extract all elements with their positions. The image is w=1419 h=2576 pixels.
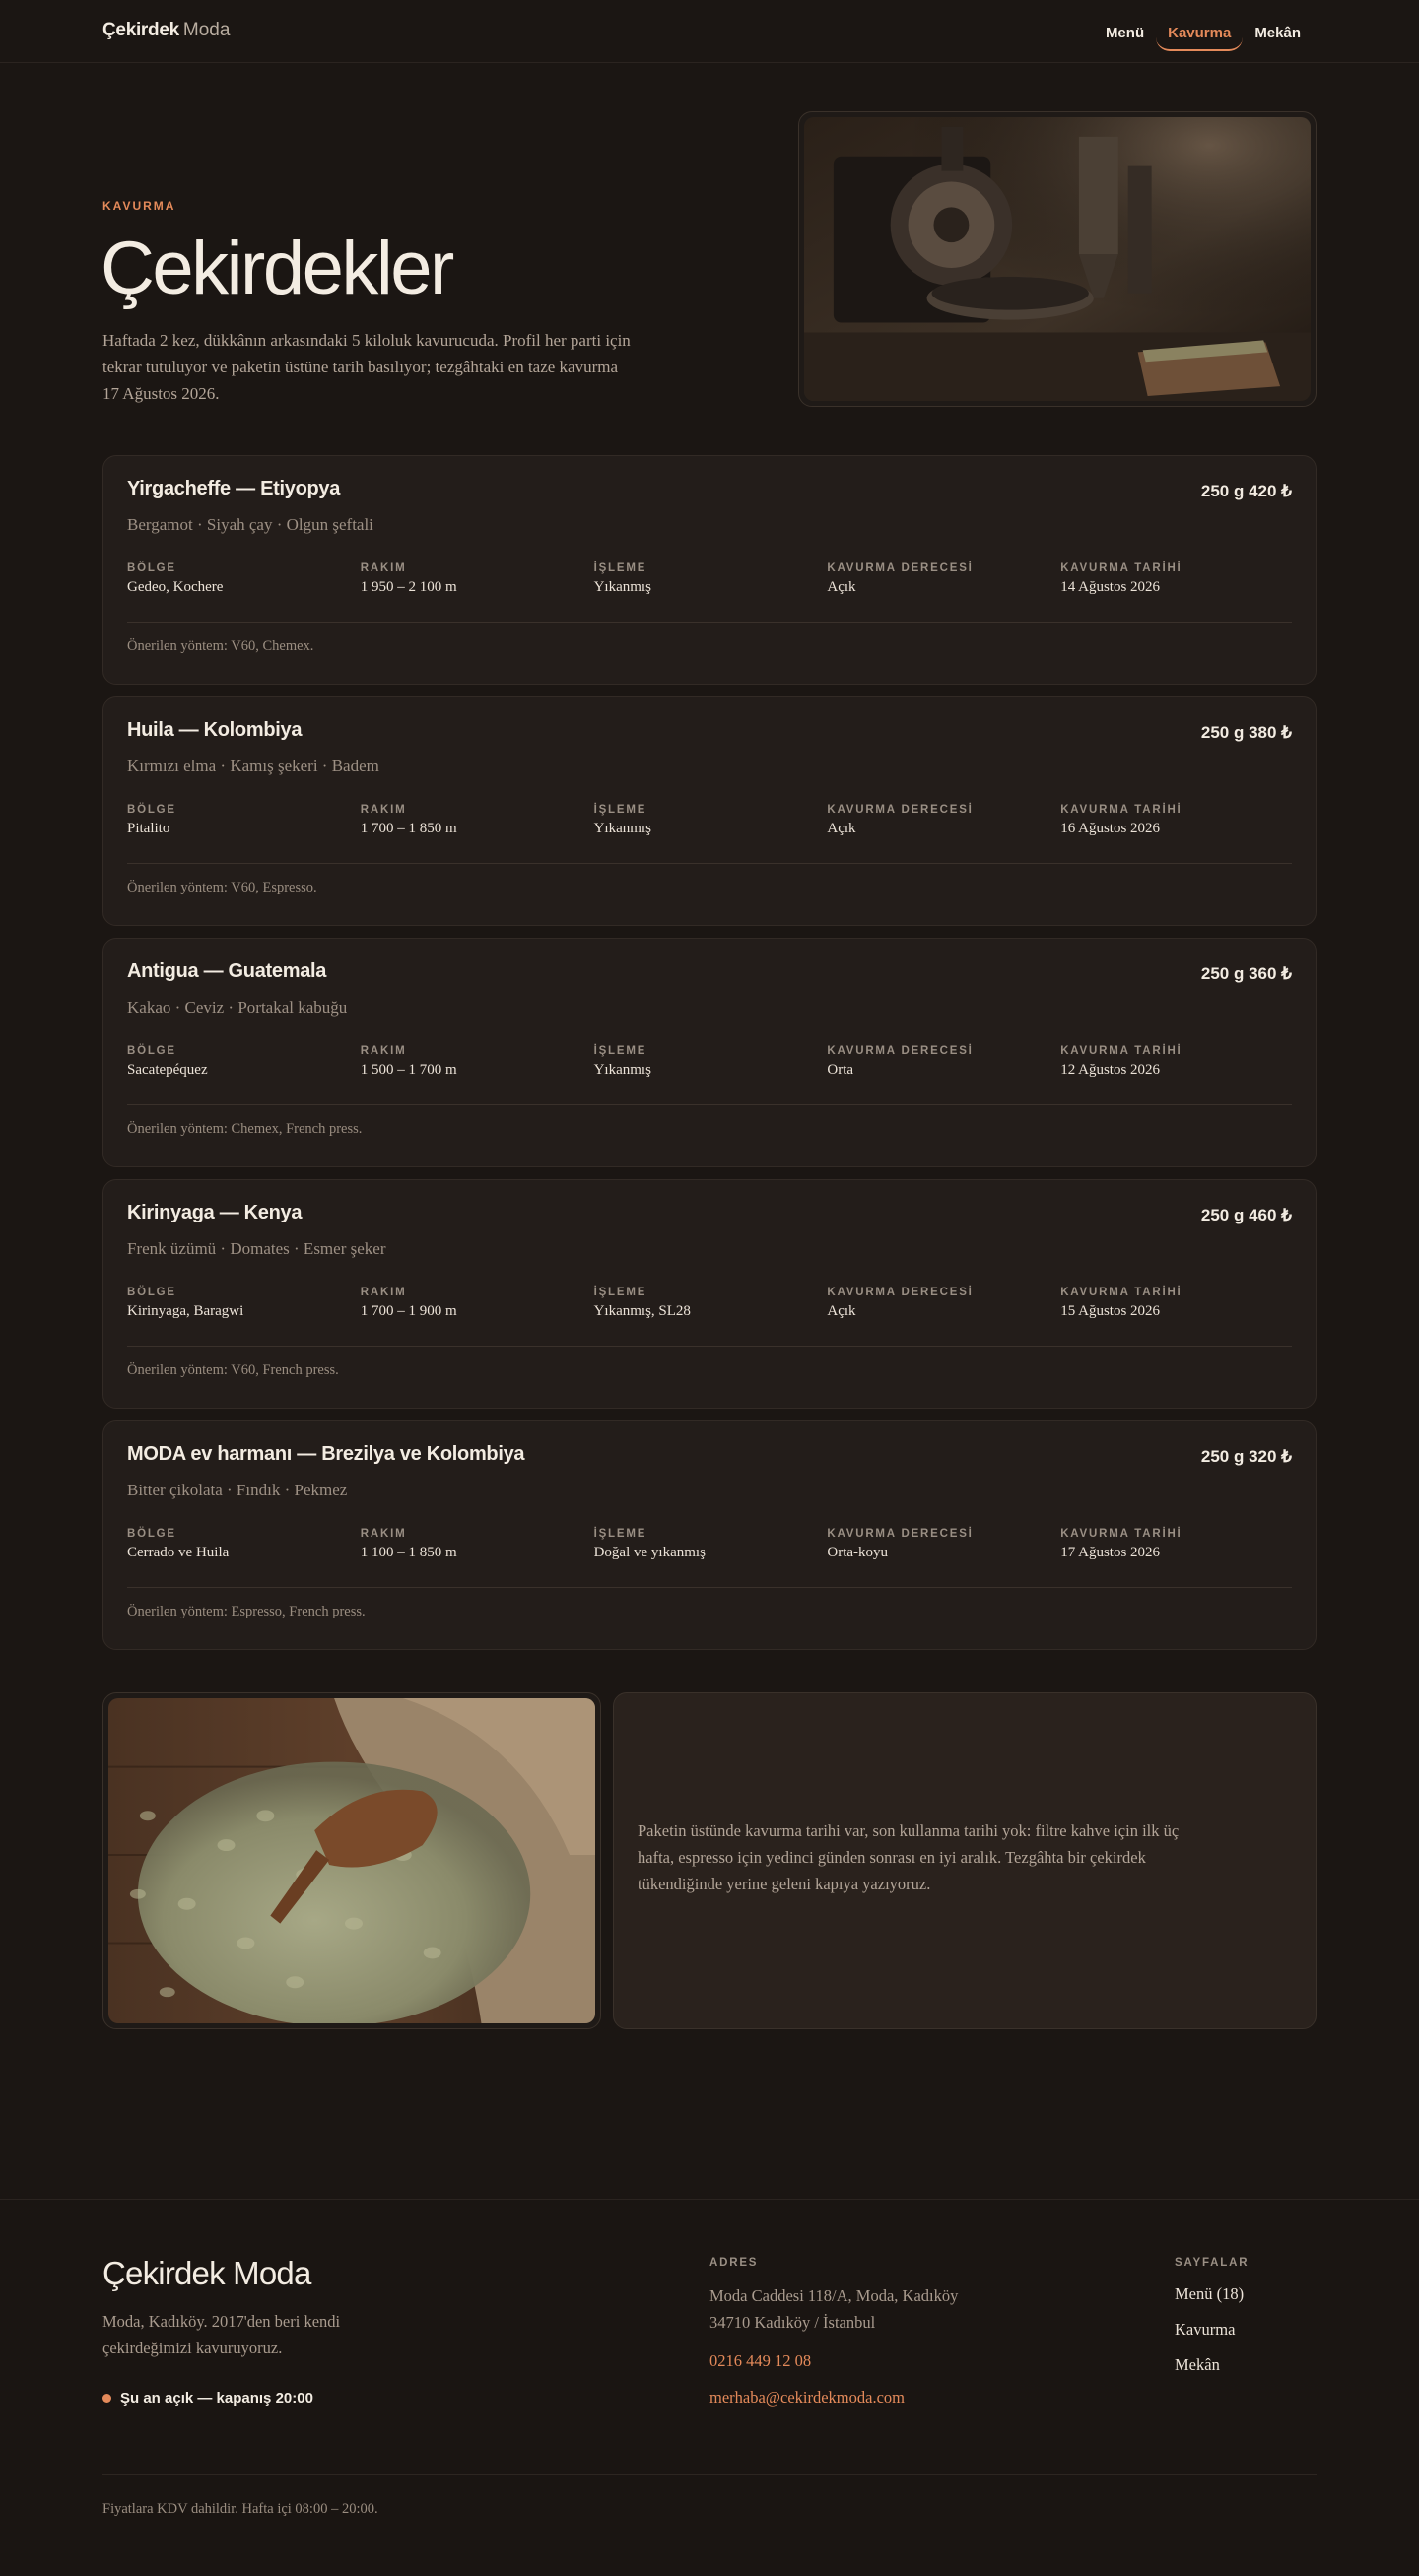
spec-label: BÖLGE [127,562,176,574]
spec-process [594,1528,828,1561]
freshness-text: Paketin üstünde kavurma tarihi var, son kullanma tarihi yok: filtre kahve için ilk üç hafta, espresso için yedinci günden sonrası en iyi aralık. Tezgâhta bir çekirdek tükendiğinde yerine geleni kapıya yazıyoruz. [638,1821,1180,1893]
spec-value: Kirinyaga, Baragwi [127,1303,244,1319]
nav-link-menu[interactable]: Menü [1105,25,1145,41]
divider [127,1104,1292,1105]
spec-value: 14 Ağustos 2026 [1060,579,1161,595]
tasting-notes: Kakao · Ceviz · Portakal kabuğu [127,998,348,1017]
spec-row [127,804,1294,837]
spec-row [127,1045,1294,1079]
freshness-note [613,1692,1317,2029]
spec-label: KAVURMA DERECESİ [827,1045,974,1057]
spec-label: İŞLEME [593,1045,647,1057]
spec-roast [827,1287,1060,1320]
spec-date [1060,1045,1294,1079]
bean-card [102,1179,1317,1409]
bean-card [102,455,1317,685]
brew-method: Önerilen yöntem: Chemex, French press. [127,1121,363,1137]
spec-altitude [361,804,594,837]
phone-link[interactable]: 0216 449 12 08 [710,2351,812,2370]
footer-link-menu[interactable]: Menü (18) [1175,2284,1245,2303]
address-line: 34710 Kadıköy / İstanbul [710,2313,876,2332]
top-nav [0,0,1419,63]
brew-method: Önerilen yöntem: V60, Chemex. [127,638,314,654]
footer-address [710,2257,958,2408]
divider [127,863,1292,864]
email-link[interactable]: merhaba@cekirdekmoda.com [710,2388,905,2407]
green-beans-image [108,1698,595,2023]
spec-label: KAVURMA DERECESİ [827,1287,974,1298]
spec-label: BÖLGE [127,1528,176,1540]
spec-label: İŞLEME [593,562,647,574]
tasting-notes: Bergamot · Siyah çay · Olgun şeftali [127,515,373,534]
pages-heading: SAYFALAR [1175,2257,1250,2269]
spec-label: RAKIM [360,1287,407,1298]
spec-label: BÖLGE [127,804,176,816]
bean-price: 250 g 460 ₺ [1200,1206,1292,1224]
spec-label: RAKIM [360,804,407,816]
footer-brand: Çekirdek Moda [102,2255,311,2291]
address-heading: ADRES [710,2257,759,2269]
spec-region [127,562,361,596]
spec-label: BÖLGE [127,1045,176,1057]
spec-value: Açık [827,579,856,595]
address-lines [710,2282,958,2336]
spec-value: Cerrado ve Huila [127,1545,230,1560]
tasting-notes: Kırmızı elma · Kamış şekeri · Badem [127,757,379,775]
spec-region [127,1045,361,1079]
spec-value: Gedeo, Kochere [127,579,224,595]
spec-region [127,1287,361,1320]
bean-card [102,696,1317,926]
roaster-photo [798,111,1317,407]
spec-row [127,562,1294,596]
spec-label: KAVURMA TARİHİ [1060,1045,1182,1057]
spec-value: 12 Ağustos 2026 [1060,1062,1161,1078]
spec-value: Pitalito [127,821,170,836]
spec-process [594,804,828,837]
spec-value: Yıkanmış [593,821,651,836]
spec-label: KAVURMA DERECESİ [827,1528,974,1540]
page-title: Çekirdekler [101,227,452,310]
footer [0,2199,1419,2576]
brew-method: Önerilen yöntem: V60, French press. [127,1362,339,1378]
footer-link-kavurma[interactable]: Kavurma [1175,2320,1236,2339]
footer-pages [1175,2257,1249,2375]
spec-value: 1 100 – 1 850 m [360,1545,457,1560]
open-status-text: Şu an açık — kapanış 20:00 [120,2390,313,2407]
bean-name: Antigua — Guatemala [127,960,327,982]
spec-region [127,1528,361,1561]
divider [127,1587,1292,1588]
divider [127,1346,1292,1347]
spec-label: KAVURMA TARİHİ [1060,562,1182,574]
brew-method: Önerilen yöntem: Espresso, French press. [127,1604,366,1619]
nav-links [1094,16,1313,51]
spec-roast [827,1045,1060,1079]
spec-value: Orta-koyu [827,1545,889,1560]
spec-label: KAVURMA TARİHİ [1060,1287,1182,1298]
spec-label: KAVURMA TARİHİ [1060,804,1182,816]
nav-link-mekan[interactable]: Mekân [1254,25,1301,41]
spec-label: KAVURMA DERECESİ [827,562,974,574]
spec-date [1060,562,1294,596]
address-line: Moda Caddesi 118/A, Moda, Kadıköy [710,2286,959,2305]
brand-logo[interactable] [102,20,230,41]
bean-name: MODA ev harmanı — Brezilya ve Kolombiya [127,1443,525,1465]
spec-value: Yıkanmış [593,1062,651,1078]
spec-value: 15 Ağustos 2026 [1060,1303,1161,1319]
spec-process [594,1045,828,1079]
bean-name: Kirinyaga — Kenya [127,1202,303,1223]
spec-label: İŞLEME [593,1287,647,1298]
spec-label: RAKIM [360,1045,407,1057]
bean-card [102,938,1317,1167]
spec-process [594,562,828,596]
spec-value: Yıkanmış, SL28 [593,1303,691,1319]
spec-roast [827,804,1060,837]
spec-altitude [361,562,594,596]
spec-value: Orta [827,1062,854,1078]
spec-value: 1 950 – 2 100 m [360,579,457,595]
spec-value: 1 700 – 1 850 m [360,821,457,836]
spec-value: 17 Ağustos 2026 [1060,1545,1161,1560]
spec-label: İŞLEME [593,804,647,816]
spec-value: 1 500 – 1 700 m [360,1062,457,1078]
footer-link-mekan[interactable]: Mekân [1175,2355,1220,2374]
bean-price: 250 g 420 ₺ [1200,482,1292,500]
spec-label: KAVURMA DERECESİ [827,804,974,816]
bean-list [102,455,1317,1662]
hero-eyebrow: KAVURMA [102,199,176,213]
spec-label: KAVURMA TARİHİ [1060,1528,1182,1540]
spec-value: Açık [827,1303,856,1319]
brew-method: Önerilen yöntem: V60, Espresso. [127,880,317,895]
spec-value: Doğal ve yıkanmış [593,1545,706,1560]
bean-name: Yirgacheffe — Etiyopya [127,478,341,499]
spec-row [127,1528,1294,1561]
divider [127,622,1292,623]
spec-process [594,1287,828,1320]
tasting-notes: Frenk üzümü · Domates · Esmer şeker [127,1239,386,1258]
spec-roast [827,562,1060,596]
spec-row [127,1287,1294,1320]
open-status [102,2390,313,2407]
spec-date [1060,1528,1294,1561]
spec-label: İŞLEME [593,1528,647,1540]
spec-value: 1 700 – 1 900 m [360,1303,457,1319]
spec-date [1060,804,1294,837]
spec-value: Sacatepéquez [127,1062,208,1078]
spec-label: BÖLGE [127,1287,176,1298]
tasting-notes: Bitter çikolata · Fındık · Pekmez [127,1481,348,1499]
footer-note: Fiyatlara KDV dahildir. Hafta içi 08:00 – 20:00. [102,2501,378,2517]
spec-date [1060,1287,1294,1320]
bean-price: 250 g 360 ₺ [1200,964,1292,983]
green-beans-photo [102,1692,601,2029]
status-dot-icon [102,2394,111,2403]
bean-price: 250 g 380 ₺ [1200,723,1292,742]
roaster-image [804,117,1311,401]
spec-roast [827,1528,1060,1561]
spec-altitude [361,1528,594,1561]
hero-description: Haftada 2 kez, dükkânın arkasındaki 5 kiloluk kavurucuda. Profil her parti için tekrar tutuluyor ve paketin üstüne tarih basılıyor; tezgâhtaki en taze kavurma 17 Ağustos 2026. [102,331,631,403]
bean-price: 250 g 320 ₺ [1200,1447,1292,1466]
spec-value: Açık [827,821,856,836]
spec-region [127,804,361,837]
spec-altitude [361,1045,594,1079]
spec-label: RAKIM [360,1528,407,1540]
bean-name: Huila — Kolombiya [127,719,303,741]
spec-value: Yıkanmış [593,579,651,595]
nav-link-kavurma[interactable]: Kavurma [1156,16,1243,51]
spec-value: 16 Ağustos 2026 [1060,821,1161,836]
brand-primary: Çekirdek [102,20,179,40]
spec-altitude [361,1287,594,1320]
bean-card [102,1420,1317,1650]
brand-secondary: Moda [182,20,231,40]
footer-divider [102,2474,1317,2475]
footer-about: Moda, Kadıköy. 2017'den beri kendi çekirdeğimizi kavuruyoruz. [102,2312,341,2357]
spec-label: RAKIM [360,562,407,574]
